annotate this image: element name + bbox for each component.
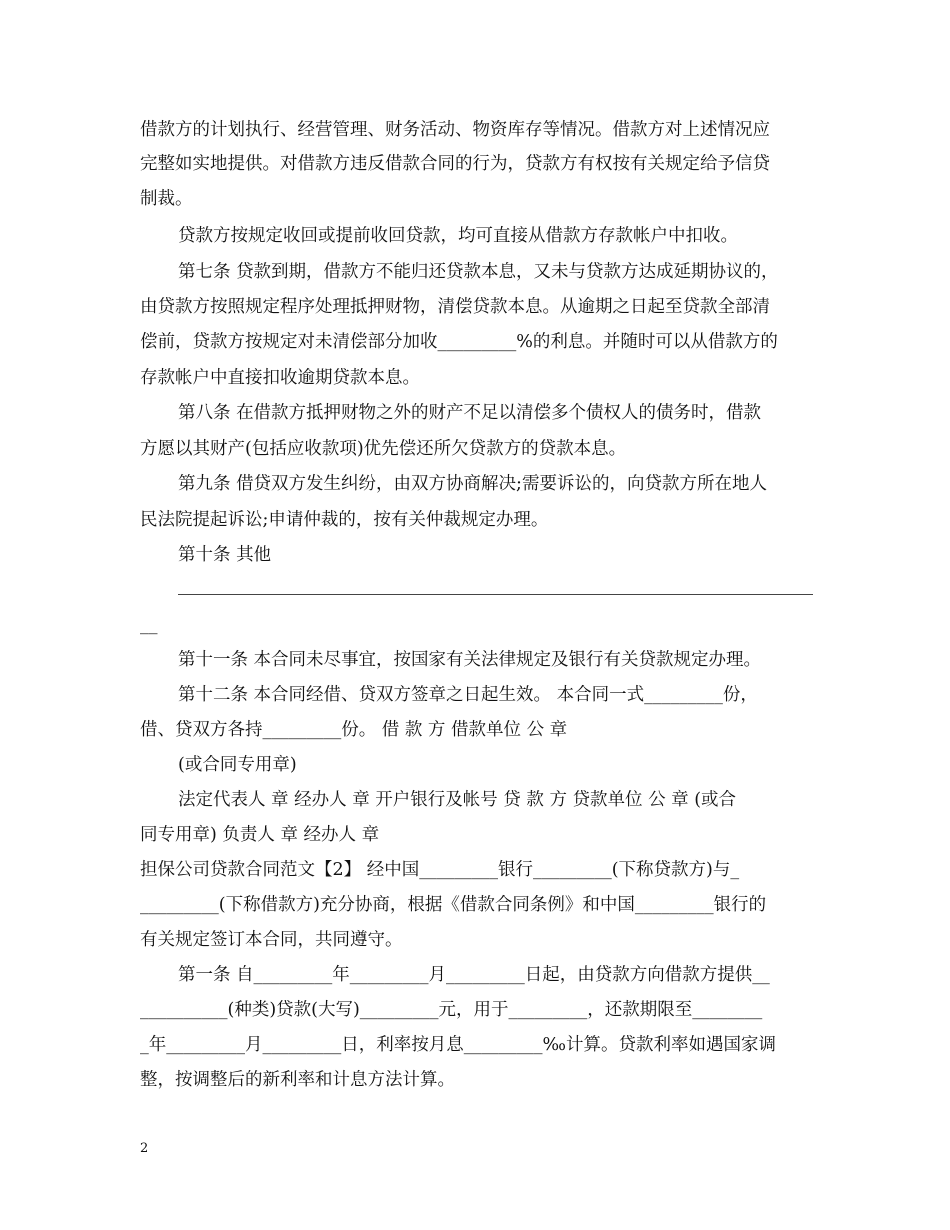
paragraph-line: _________(下称借款方)充分协商，根据《借款合同条例》和中国_________银行的 [140, 895, 767, 915]
paragraph-line: 第十一条 本合同未尽事宜，按国家有关法律规定及银行有关贷款规定办理。 [178, 650, 762, 670]
paragraph-line: 第九条 借贷双方发生纠纷，由双方协商解决;需要诉讼的，向贷款方所在地人 [178, 474, 767, 494]
paragraph-line: 贷款方按规定收回或提前收回贷款，均可直接从借款方存款帐户中扣收。 [178, 226, 738, 246]
paragraph-line: 由贷款方按照规定程序处理抵押财物，清偿贷款本息。从逾期之日起至贷款全部清 [140, 297, 770, 317]
paragraph-line: 第十二条 本合同经借、贷双方签章之日起生效。 本合同一式_________份， [178, 685, 758, 705]
paragraph-line: _年_________月_________日，利率按月息_________‰计算。贷款利率如遇国家调 [140, 1035, 776, 1055]
page-number: 2 [140, 1141, 149, 1156]
paragraph-line: 法定代表人 章 经办人 章 开户银行及帐号 贷 款 方 贷款单位 公 章 (或合 [178, 790, 737, 810]
paragraph-line: 第八条 在借款方抵押财物之外的财产不足以清偿多个债权人的债务时，借款 [178, 403, 762, 423]
paragraph-line: 完整如实地提供。对借款方违反借款合同的行为，贷款方有权按有关规定给予信贷 [140, 154, 770, 174]
paragraph-line: 借款方的计划执行、经营管理、财务活动、物资库存等情况。借款方对上述情况应 [140, 120, 770, 140]
paragraph-line: 有关规定签订本合同，共同遵守。 [140, 930, 403, 950]
blank-fill-line [178, 594, 813, 595]
paragraph-line: 制裁。 [140, 189, 193, 209]
paragraph-line: 第十条 其他 [178, 545, 272, 565]
paragraph-line: 同专用章) 负责人 章 经办人 章 [140, 825, 380, 845]
paragraph-line: 方愿以其财产(包括应收款项)优先偿还所欠贷款方的贷款本息。 [140, 439, 627, 459]
paragraph-line: 偿前，贷款方按规定对未清偿部分加收_________%的利息。并随时可以从借款方的 [140, 332, 778, 352]
paragraph-line: 第七条 贷款到期，借款方不能归还贷款本息，又未与贷款方达成延期协议的， [178, 262, 779, 282]
paragraph-line: 民法院提起诉讼;申请仲裁的，按有关仲裁规定办理。 [140, 510, 549, 530]
paragraph-line: 借、贷双方各持_________份。 借 款 方 借款单位 公 章 [140, 720, 568, 740]
paragraph-line: 担保公司贷款合同范文【2】 经中国_________银行_________(下称贷款方)与_ [140, 860, 740, 880]
paragraph-line: __ [140, 615, 158, 635]
paragraph-line: 第一条 自_________年_________月_________日起，由贷款方向借款方提供__ [178, 965, 770, 985]
paragraph-line: (或合同专用章) [178, 755, 297, 775]
paragraph-line: 整，按调整后的新利率和计息方法计算。 [140, 1070, 455, 1090]
paragraph-line: __________(种类)贷款(大写)_________元，用于_________，还款期限至________ [140, 1000, 763, 1020]
paragraph-line: 存款帐户中直接扣收逾期贷款本息。 [140, 368, 420, 388]
